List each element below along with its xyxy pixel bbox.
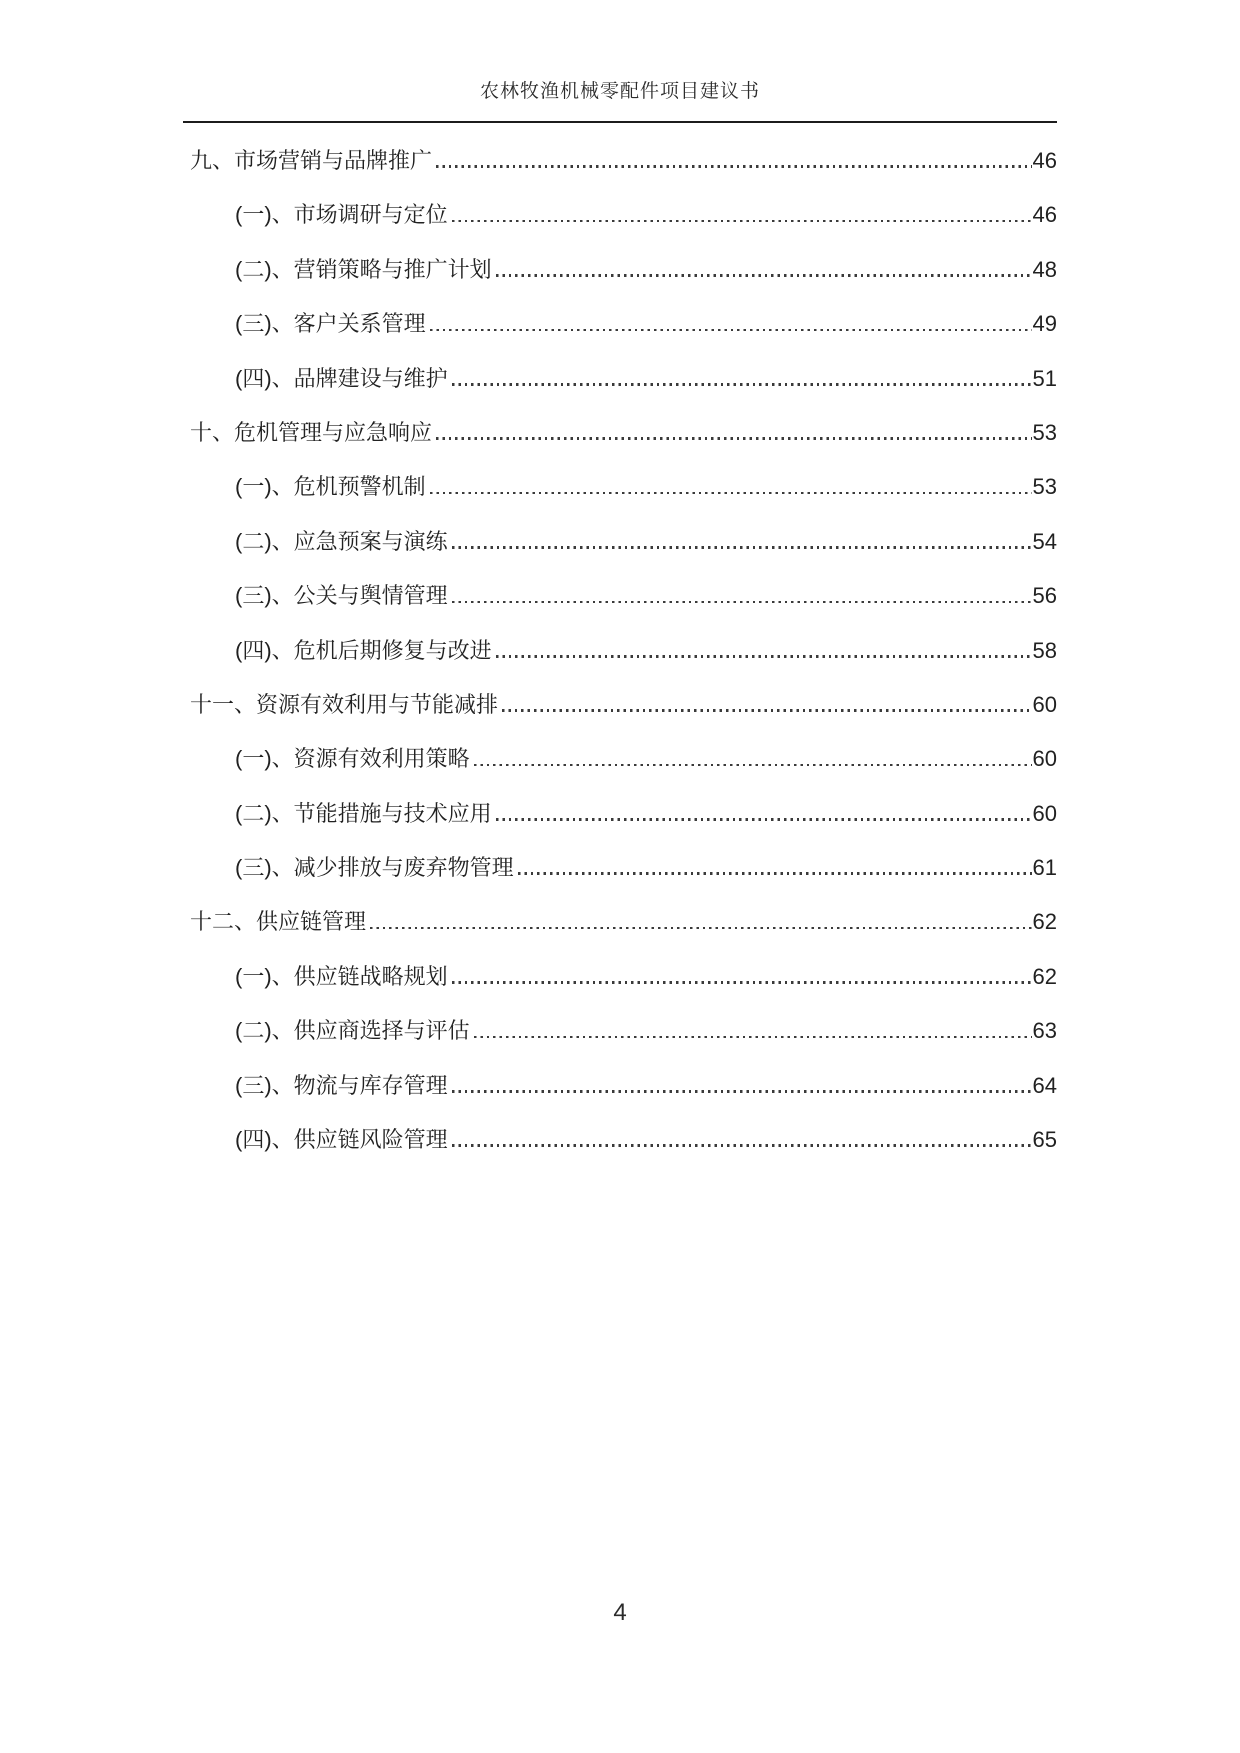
toc-entry-label: 九、市场营销与品牌推广 — [190, 148, 433, 173]
toc-entry-page: 58 — [1032, 637, 1057, 663]
toc-entry-label: (二)、应急预案与演练 — [235, 528, 448, 554]
toc-entry-label: (三)、公关与舆情管理 — [235, 583, 448, 609]
toc-entry[interactable] — [183, 678, 1057, 732]
toc-entry[interactable] — [183, 188, 1057, 242]
page-number: 4 — [613, 1599, 627, 1626]
toc-entry[interactable] — [183, 460, 1057, 514]
toc-leader-dots — [436, 437, 1032, 440]
toc-entry[interactable] — [183, 732, 1057, 786]
toc-leader-dots — [452, 546, 1032, 549]
toc-entry[interactable] — [183, 1059, 1057, 1113]
toc-entry-page: 64 — [1032, 1072, 1057, 1098]
toc-entry[interactable] — [183, 243, 1057, 297]
running-header — [183, 76, 1057, 123]
toc-leader-dots — [452, 981, 1032, 984]
toc-entry-label: 十二、供应链管理 — [190, 909, 367, 935]
toc-entry-label: 十、危机管理与应急响应 — [190, 419, 433, 445]
toc-leader-dots — [452, 1090, 1032, 1093]
toc-leader-dots — [502, 709, 1032, 712]
toc-entry-label: (一)、资源有效利用策略 — [235, 746, 470, 772]
toc-entry-page: 61 — [1032, 855, 1057, 881]
toc-entry[interactable] — [183, 297, 1057, 351]
toc-entry-page: 60 — [1032, 691, 1057, 717]
toc-entry-page: 60 — [1032, 746, 1057, 772]
toc-entry-page: 54 — [1032, 528, 1057, 554]
toc-leader-dots — [518, 872, 1032, 875]
toc-entry-page: 48 — [1032, 256, 1057, 282]
toc-entry-label: (二)、节能措施与技术应用 — [235, 800, 492, 826]
toc-entry-page: 56 — [1032, 583, 1057, 609]
toc-entry[interactable] — [183, 1113, 1057, 1167]
toc-entry[interactable] — [183, 624, 1057, 678]
toc-entry[interactable] — [183, 1004, 1057, 1058]
toc-leader-dots — [474, 1036, 1032, 1039]
toc-entry-label: (一)、危机预警机制 — [235, 474, 426, 500]
running-header-title: 农林牧渔机械零配件项目建议书 — [479, 81, 760, 102]
toc-entry-page: 65 — [1032, 1127, 1057, 1153]
toc-entry-label: 十一、资源有效利用与节能减排 — [190, 691, 499, 717]
toc-entry[interactable] — [183, 406, 1057, 460]
toc-leader-dots — [452, 220, 1032, 223]
toc-entry-page: 51 — [1032, 365, 1057, 391]
toc-entry[interactable] — [183, 787, 1057, 841]
toc-entry-label: (四)、品牌建设与维护 — [235, 365, 448, 391]
toc-leader-dots — [452, 1144, 1032, 1147]
toc-entry-page: 62 — [1032, 963, 1057, 989]
toc-entry-label: (四)、危机后期修复与改进 — [235, 637, 492, 663]
toc-entry-page: 49 — [1032, 311, 1057, 337]
toc-entry-label: (一)、供应链战略规划 — [235, 963, 448, 989]
toc-entry-label: (四)、供应链风险管理 — [235, 1127, 448, 1153]
toc-entry[interactable] — [183, 950, 1057, 1004]
toc-leader-dots — [436, 165, 1032, 168]
toc-leader-dots — [452, 383, 1032, 386]
toc-entry-page: 46 — [1032, 202, 1057, 228]
toc-entry[interactable] — [183, 352, 1057, 406]
toc-entry-page: 60 — [1032, 800, 1057, 826]
toc-entry-page: 53 — [1032, 419, 1057, 445]
toc-entry-label: (三)、物流与库存管理 — [235, 1072, 448, 1098]
toc-entry[interactable] — [183, 569, 1057, 623]
toc-entry-page: 63 — [1032, 1018, 1057, 1044]
toc-leader-dots — [496, 655, 1032, 658]
toc-entry-label: (三)、客户关系管理 — [235, 311, 426, 337]
toc-leader-dots — [474, 764, 1032, 767]
toc-entry-page: 62 — [1032, 909, 1057, 935]
toc-leader-dots — [370, 927, 1032, 930]
toc-entry-page: 46 — [1032, 148, 1057, 173]
toc-leader-dots — [452, 601, 1032, 604]
toc-list — [183, 120, 1057, 1167]
toc-leader-dots — [430, 492, 1032, 495]
toc-entry[interactable] — [183, 895, 1057, 949]
toc-entry[interactable] — [183, 841, 1057, 895]
toc-entry[interactable] — [183, 515, 1057, 569]
toc-entry-label: (二)、营销策略与推广计划 — [235, 256, 492, 282]
page-footer — [0, 1596, 1240, 1630]
toc-entry[interactable] — [183, 134, 1057, 188]
toc-leader-dots — [496, 818, 1032, 821]
toc-entry-label: (一)、市场调研与定位 — [235, 202, 448, 228]
toc-entry-label: (三)、减少排放与废弃物管理 — [235, 855, 514, 881]
toc-entry-label: (二)、供应商选择与评估 — [235, 1018, 470, 1044]
toc-entry-page: 53 — [1032, 474, 1057, 500]
toc-leader-dots — [430, 329, 1032, 332]
toc-leader-dots — [496, 274, 1032, 277]
